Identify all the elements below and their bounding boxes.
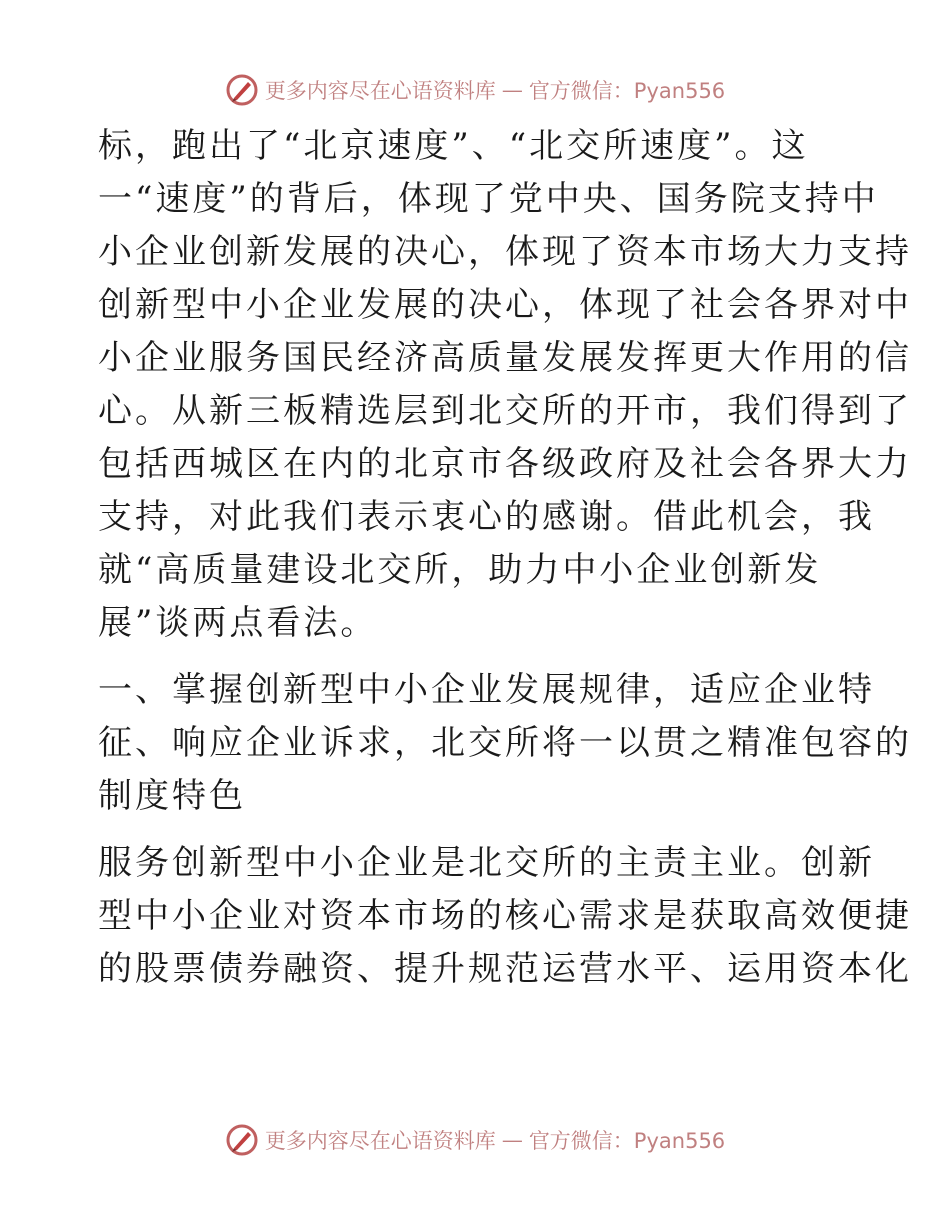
text-line: 包括西城区在内的北京市各级政府及社会各界大力: [98, 444, 912, 484]
text-line: 心。从新三板精选层到北交所的开市，我们得到了: [98, 391, 912, 431]
heading-line: 一、掌握创新型中小企业发展规律，适应企业特: [98, 670, 875, 710]
heading-line: 制度特色: [98, 776, 246, 816]
text-line: 的股票债券融资、提升规范运营水平、运用资本化: [98, 949, 912, 989]
text-line: 小企业服务国民经济高质量发展发挥更大作用的信: [98, 338, 912, 378]
text-line: 小企业创新发展的决心，体现了资本市场大力支持: [98, 232, 912, 272]
text-line: 一“速度”的背后，体现了党中央、国务院支持中: [98, 179, 879, 219]
heading-line: 征、响应企业诉求，北交所将一以贯之精准包容的: [98, 723, 912, 763]
text-line: 展”谈两点看法。: [98, 603, 378, 643]
watermark-separator: —: [501, 78, 523, 102]
watermark-separator: —: [501, 1128, 523, 1152]
text-line: 服务创新型中小企业是北交所的主责主业。创新: [98, 843, 875, 883]
paragraph-1: [98, 120, 912, 650]
pen-circle-logo-icon: [225, 1123, 259, 1157]
document-body: [98, 120, 912, 996]
text-line: 创新型中小企业发展的决心，体现了社会各界对中: [98, 285, 912, 325]
text-line: 型中小企业对资本市场的核心需求是获取高效便捷: [98, 896, 912, 936]
watermark-text: 更多内容尽在心语资料库: [264, 1129, 496, 1153]
watermark-wechat: 官方微信：Pyan556: [528, 1129, 726, 1153]
text-line: 就“高质量建设北交所，助力中小企业创新发: [98, 550, 822, 590]
watermark-text: 更多内容尽在心语资料库: [264, 79, 496, 103]
text-line: 支持，对此我们表示衷心的感谢。借此机会，我: [98, 497, 875, 537]
text-line: 标，跑出了“北京速度”、“北交所速度”。这: [98, 126, 809, 166]
watermark-wechat: 官方微信：Pyan556: [528, 79, 726, 103]
watermark-banner-bottom: [0, 1120, 950, 1160]
paragraph-2: [98, 837, 912, 996]
section-heading-1: [98, 664, 912, 823]
pen-circle-logo-icon: [225, 73, 259, 107]
watermark-banner-top: [0, 70, 950, 110]
